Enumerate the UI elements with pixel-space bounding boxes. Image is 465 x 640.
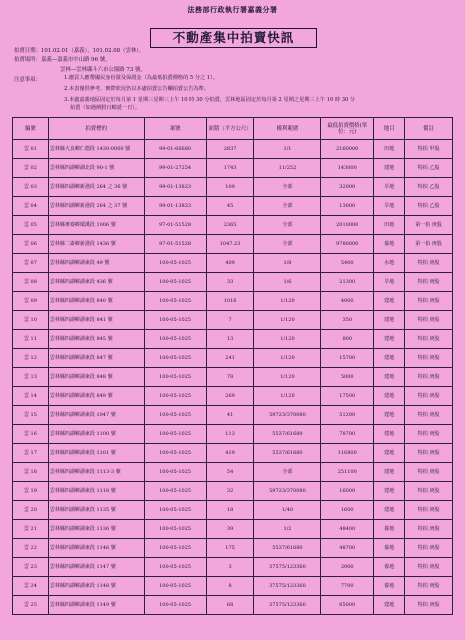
cell-remarks: 特拍 庚股 <box>405 368 453 387</box>
cell-property: 雲林縣四湖鄉湖東段 1100 號 <box>48 425 144 444</box>
table-row <box>13 501 453 520</box>
cell-ownership-share: 1/8 <box>254 254 321 273</box>
auction-dates: 拍賣日期：101.02.01（嘉義）、101.02.08（雲林）。 <box>14 48 145 54</box>
cell-number: 雲 18 <box>13 463 49 482</box>
table-row <box>13 596 453 615</box>
table-header-row <box>13 118 453 140</box>
cell-area: 1743 <box>206 159 254 178</box>
cell-property: 雲林縣四湖鄉湖東段 1136 號 <box>48 520 144 539</box>
cell-property: 雲林縣四湖鄉湖東段 845 號 <box>48 330 144 349</box>
cell-case-number: 100-05-1025 <box>144 273 206 292</box>
cell-ownership-share: 全部 <box>254 178 321 197</box>
cell-area: 113 <box>206 425 254 444</box>
cell-remarks: 特拍 乙股 <box>405 159 453 178</box>
header-cell-ownership-share: 權利範圍 <box>254 118 321 140</box>
table-row <box>13 387 453 406</box>
cell-remarks: 特拍 庚股 <box>405 558 453 577</box>
table-row <box>13 520 453 539</box>
cell-number: 雲 06 <box>13 235 49 254</box>
cell-property: 雲林縣麥寮鄉環溪段 1006 號 <box>48 216 144 235</box>
cell-remarks: 特拍 庚股 <box>405 539 453 558</box>
cell-minimum-price: 143000 <box>321 159 374 178</box>
cell-area: 32 <box>206 482 254 501</box>
cell-land-category: 建地 <box>374 501 405 520</box>
table-row <box>13 577 453 596</box>
cell-minimum-price: 15700 <box>321 349 374 368</box>
cell-area: 269 <box>206 387 254 406</box>
cell-minimum-price: 9780000 <box>321 235 374 254</box>
cell-ownership-share: 37575/123360 <box>254 596 321 615</box>
table-row <box>13 197 453 216</box>
cell-number: 雲 08 <box>13 273 49 292</box>
table-row <box>13 539 453 558</box>
cell-minimum-price: 116800 <box>321 444 374 463</box>
cell-land-category: 旱地 <box>374 178 405 197</box>
header-cell-case-number: 案號 <box>144 118 206 140</box>
cell-land-category: 養地 <box>374 539 405 558</box>
cell-case-number: 100-05-1025 <box>144 425 206 444</box>
cell-minimum-price: 65000 <box>321 596 374 615</box>
cell-land-category: 養地 <box>374 577 405 596</box>
cell-number: 雲 15 <box>13 406 49 425</box>
cell-case-number: 100-05-1025 <box>144 444 206 463</box>
cell-area: 68 <box>206 596 254 615</box>
cell-case-number: 100-05-1025 <box>144 596 206 615</box>
cell-case-number: 100-05-1025 <box>144 330 206 349</box>
cell-area: 2837 <box>206 140 254 159</box>
cell-number: 雲 11 <box>13 330 49 349</box>
cell-ownership-share: 全部 <box>254 463 321 482</box>
cell-minimum-price: 1600 <box>321 501 374 520</box>
cell-ownership-share: 全部 <box>254 216 321 235</box>
cell-minimum-price: 48400 <box>321 520 374 539</box>
cell-area: 18 <box>206 501 254 520</box>
cell-ownership-share: 11/252 <box>254 159 321 178</box>
cell-remarks: 特拍 庚股 <box>405 349 453 368</box>
cell-remarks: 特拍 庚股 <box>405 425 453 444</box>
cell-land-category: 建地 <box>374 387 405 406</box>
cell-property: 雲林縣四湖鄉湖東段 1135 號 <box>48 501 144 520</box>
cell-property: 雲林縣四湖鄉新港段 264 之 37 號 <box>48 197 144 216</box>
note-1: 1.應買人應帶國民身份證及保證金（為最低拍賣價格的 5 分之 1）。 <box>64 75 218 81</box>
cell-number: 雲 22 <box>13 539 49 558</box>
cell-area: 109 <box>206 178 254 197</box>
header-cell-remarks: 備註 <box>405 118 453 140</box>
cell-property: 雲林縣四湖鄉湖東段 1113-3 號 <box>48 463 144 482</box>
table-row <box>13 178 453 197</box>
cell-area: 33 <box>206 273 254 292</box>
cell-number: 雲 05 <box>13 216 49 235</box>
cell-property: 雲林縣四湖鄉湖北段 90-1 號 <box>48 159 144 178</box>
cell-land-category: 旱地 <box>374 273 405 292</box>
table-row <box>13 463 453 482</box>
auction-place-yunlin: 雲林—雲林縣斗六市公園路 73 號。 <box>60 67 146 73</box>
table-row <box>13 368 453 387</box>
cell-property: 雲林縣四湖鄉湖東段 848 號 <box>48 368 144 387</box>
cell-case-number: 97-01-51528 <box>144 216 206 235</box>
cell-number: 雲 04 <box>13 197 49 216</box>
cell-land-category: 田地 <box>374 216 405 235</box>
cell-case-number: 100-05-1025 <box>144 501 206 520</box>
cell-area: 7 <box>206 311 254 330</box>
table-row <box>13 140 453 159</box>
cell-number: 雲 01 <box>13 140 49 159</box>
cell-minimum-price: 51200 <box>321 406 374 425</box>
cell-minimum-price: 17500 <box>321 387 374 406</box>
cell-number: 雲 25 <box>13 596 49 615</box>
cell-minimum-price: 4900 <box>321 292 374 311</box>
cell-minimum-price: 800 <box>321 330 374 349</box>
cell-land-category: 養地 <box>374 520 405 539</box>
table-row <box>13 254 453 273</box>
cell-case-number: 100-05-1025 <box>144 482 206 501</box>
cell-minimum-price: 7700 <box>321 577 374 596</box>
cell-land-category: 田地 <box>374 140 405 159</box>
cell-property: 雲林縣四湖鄉湖東段 1149 號 <box>48 596 144 615</box>
cell-case-number: 100-05-1025 <box>144 463 206 482</box>
auction-table <box>12 117 453 615</box>
cell-area: 419 <box>206 444 254 463</box>
cell-ownership-share: 1/120 <box>254 368 321 387</box>
cell-land-category: 建地 <box>374 482 405 501</box>
cell-minimum-price: 350 <box>321 311 374 330</box>
cell-remarks: 特拍 庚股 <box>405 254 453 273</box>
cell-case-number: 100-05-1025 <box>144 368 206 387</box>
cell-property: 雲林縣四湖鄉湖東段 436 號 <box>48 273 144 292</box>
cell-remarks: 特拍 庚股 <box>405 501 453 520</box>
cell-minimum-price: 16000 <box>321 482 374 501</box>
cell-property: 雲林縣二崙鄉新港段 1436 號 <box>48 235 144 254</box>
cell-land-category: 建地 <box>374 463 405 482</box>
cell-minimum-price: 78700 <box>321 425 374 444</box>
table-row <box>13 311 453 330</box>
cell-number: 雲 14 <box>13 387 49 406</box>
cell-number: 雲 13 <box>13 368 49 387</box>
cell-number: 雲 21 <box>13 520 49 539</box>
cell-number: 雲 03 <box>13 178 49 197</box>
cell-remarks: 第一拍 庚股 <box>405 216 453 235</box>
table-row <box>13 292 453 311</box>
cell-ownership-share: 全部 <box>254 197 321 216</box>
cell-ownership-share: 全部 <box>254 235 321 254</box>
cell-number: 雲 12 <box>13 349 49 368</box>
cell-remarks: 特拍 庚股 <box>405 596 453 615</box>
cell-remarks: 特拍 庚股 <box>405 330 453 349</box>
auction-place-chiayi: 拍賣場所：嘉義—嘉義市中山路 96 號， <box>14 57 111 63</box>
cell-minimum-price: 2010000 <box>321 216 374 235</box>
cell-land-category: 建地 <box>374 596 405 615</box>
cell-land-category: 建地 <box>374 311 405 330</box>
cell-property: 雲林縣四湖鄉湖東段 847 號 <box>48 349 144 368</box>
cell-remarks: 特拍 庚股 <box>405 387 453 406</box>
notes-label: 注意事項： <box>14 77 41 83</box>
cell-remarks: 特拍 庚股 <box>405 444 453 463</box>
cell-area: 45 <box>206 197 254 216</box>
cell-property: 雲林縣四湖鄉湖東段 1148 號 <box>48 577 144 596</box>
cell-case-number: 100-05-1025 <box>144 520 206 539</box>
cell-ownership-share: 37575/123360 <box>254 577 321 596</box>
cell-property: 雲林縣四湖鄉湖東段 1146 號 <box>48 539 144 558</box>
cell-remarks: 特拍 庚股 <box>405 273 453 292</box>
cell-land-category: 建地 <box>374 330 405 349</box>
table-row <box>13 159 453 178</box>
note-3: 3.本處嘉義地區固定於每月第 1 星期三星期三上午 10 時 30 分拍賣，雲林地區固定於每月第 2 星期之星期三上午 10 時 30 分 <box>64 97 356 103</box>
cell-ownership-share: 37575/123360 <box>254 558 321 577</box>
cell-remarks: 第一拍 庚股 <box>405 235 453 254</box>
cell-area: 1016 <box>206 292 254 311</box>
cell-land-category: 建地 <box>374 406 405 425</box>
cell-area: 39 <box>206 520 254 539</box>
cell-property: 雲林縣四湖鄉湖東段 1118 號 <box>48 482 144 501</box>
cell-ownership-share: 1/6 <box>254 273 321 292</box>
cell-land-category: 養地 <box>374 558 405 577</box>
cell-number: 雲 10 <box>13 311 49 330</box>
cell-number: 雲 17 <box>13 444 49 463</box>
cell-land-category: 建地 <box>374 159 405 178</box>
cell-area: 2365 <box>206 216 254 235</box>
table-row <box>13 330 453 349</box>
cell-ownership-share: 1/120 <box>254 292 321 311</box>
cell-remarks: 特拍 庚股 <box>405 463 453 482</box>
note-3-continued: 拍賣（如遇例假日順延一日）。 <box>70 105 141 111</box>
cell-area: 8 <box>206 577 254 596</box>
cell-case-number: 99-01-27254 <box>144 159 206 178</box>
auction-table-body <box>13 140 453 615</box>
cell-number: 雲 20 <box>13 501 49 520</box>
cell-area: 78 <box>206 368 254 387</box>
cell-land-category: 建地 <box>374 444 405 463</box>
cell-minimum-price: 5400 <box>321 254 374 273</box>
header-cell-number: 編號 <box>13 118 49 140</box>
cell-case-number: 100-05-1025 <box>144 577 206 596</box>
table-row <box>13 235 453 254</box>
cell-property: 雲林縣四湖鄉湖東段 840 號 <box>48 292 144 311</box>
document-title: 不動產集中拍賣快訊 <box>150 28 317 48</box>
cell-minimum-price: 5000 <box>321 368 374 387</box>
cell-ownership-share: 1/120 <box>254 387 321 406</box>
cell-property: 雲林縣四湖鄉湖東段 841 號 <box>48 311 144 330</box>
cell-minimum-price: 21300 <box>321 273 374 292</box>
cell-remarks: 特拍 庚股 <box>405 406 453 425</box>
cell-minimum-price: 2160000 <box>321 140 374 159</box>
table-row <box>13 349 453 368</box>
cell-number: 雲 09 <box>13 292 49 311</box>
cell-area: 409 <box>206 254 254 273</box>
cell-minimum-price: 32000 <box>321 178 374 197</box>
cell-minimum-price: 13000 <box>321 197 374 216</box>
cell-property: 雲林縣大良鄉仁德段 1430-0000 號 <box>48 140 144 159</box>
cell-case-number: 100-05-1025 <box>144 292 206 311</box>
cell-remarks: 特拍 乙股 <box>405 178 453 197</box>
cell-case-number: 100-05-1025 <box>144 387 206 406</box>
table-row <box>13 425 453 444</box>
cell-minimum-price: 2900 <box>321 558 374 577</box>
cell-property: 雲林縣四湖鄉新港段 264 之 36 號 <box>48 178 144 197</box>
cell-property: 雲林縣四湖鄉湖東段 1101 號 <box>48 444 144 463</box>
cell-case-number: 97-01-51528 <box>144 235 206 254</box>
header-cell-property: 拍賣標的 <box>48 118 144 140</box>
cell-number: 雲 07 <box>13 254 49 273</box>
cell-area: 1047.23 <box>206 235 254 254</box>
cell-case-number: 100-05-1025 <box>144 311 206 330</box>
cell-remarks: 特拍 庚股 <box>405 577 453 596</box>
cell-number: 雲 19 <box>13 482 49 501</box>
cell-case-number: 99-01-66680 <box>144 140 206 159</box>
cell-ownership-share: 5537/61680 <box>254 444 321 463</box>
cell-property: 雲林縣四湖鄉湖東段 49 號 <box>48 254 144 273</box>
header-cell-area: 面積（平方公尺） <box>206 118 254 140</box>
cell-case-number: 100-05-1025 <box>144 254 206 273</box>
cell-ownership-share: 5537/61680 <box>254 539 321 558</box>
cell-land-category: 水地 <box>374 254 405 273</box>
cell-area: 241 <box>206 349 254 368</box>
cell-land-category: 養地 <box>374 235 405 254</box>
cell-land-category: 旱地 <box>374 197 405 216</box>
cell-ownership-share: 59723/370080 <box>254 482 321 501</box>
cell-number: 雲 16 <box>13 425 49 444</box>
cell-ownership-share: 5537/61680 <box>254 425 321 444</box>
cell-ownership-share: 1/40 <box>254 501 321 520</box>
cell-ownership-share: 1/120 <box>254 349 321 368</box>
cell-land-category: 建地 <box>374 368 405 387</box>
agency-name: 法務部行政執行署嘉義分署 <box>187 5 278 14</box>
cell-land-category: 建地 <box>374 292 405 311</box>
cell-property: 雲林縣四湖鄉湖東段 1047 號 <box>48 406 144 425</box>
table-row <box>13 216 453 235</box>
cell-case-number: 100-05-1025 <box>144 406 206 425</box>
cell-remarks: 特拍 庚股 <box>405 311 453 330</box>
cell-property: 雲林縣四湖鄉湖東段 849 號 <box>48 387 144 406</box>
cell-case-number: 100-05-1025 <box>144 349 206 368</box>
table-row <box>13 444 453 463</box>
cell-remarks: 特拍 庚股 <box>405 482 453 501</box>
note-2: 2.本表僅供參考，實際狀況仍以本處拍賣公告欄拍賣公告為準。 <box>64 86 210 92</box>
header-cell-minimum-price: 最低拍賣價格(單位：元) <box>321 118 374 140</box>
cell-area: 175 <box>206 539 254 558</box>
cell-remarks: 特拍 庚股 <box>405 520 453 539</box>
cell-ownership-share: 1/1 <box>254 140 321 159</box>
cell-minimum-price: 48700 <box>321 539 374 558</box>
cell-ownership-share: 1/120 <box>254 311 321 330</box>
table-row <box>13 558 453 577</box>
cell-ownership-share: 1/2 <box>254 520 321 539</box>
cell-land-category: 建地 <box>374 349 405 368</box>
cell-land-category: 建地 <box>374 425 405 444</box>
cell-number: 雲 24 <box>13 577 49 596</box>
cell-area: 13 <box>206 330 254 349</box>
cell-ownership-share: 1/120 <box>254 330 321 349</box>
table-row <box>13 482 453 501</box>
cell-case-number: 99-01-13823 <box>144 197 206 216</box>
cell-area: 41 <box>206 406 254 425</box>
cell-number: 雲 02 <box>13 159 49 178</box>
cell-case-number: 100-05-1025 <box>144 539 206 558</box>
cell-remarks: 特拍 乙股 <box>405 197 453 216</box>
table-row <box>13 273 453 292</box>
cell-minimum-price: 251100 <box>321 463 374 482</box>
cell-case-number: 99-01-13823 <box>144 178 206 197</box>
cell-property: 雲林縣四湖鄉湖東段 1147 號 <box>48 558 144 577</box>
cell-ownership-share: 59723/370080 <box>254 406 321 425</box>
cell-area: 54 <box>206 463 254 482</box>
header-cell-land-category: 地目 <box>374 118 405 140</box>
cell-remarks: 特拍 庚股 <box>405 292 453 311</box>
cell-remarks: 特拍 甲股 <box>405 140 453 159</box>
cell-number: 雲 23 <box>13 558 49 577</box>
cell-area: 3 <box>206 558 254 577</box>
cell-case-number: 100-05-1025 <box>144 558 206 577</box>
table-row <box>13 406 453 425</box>
